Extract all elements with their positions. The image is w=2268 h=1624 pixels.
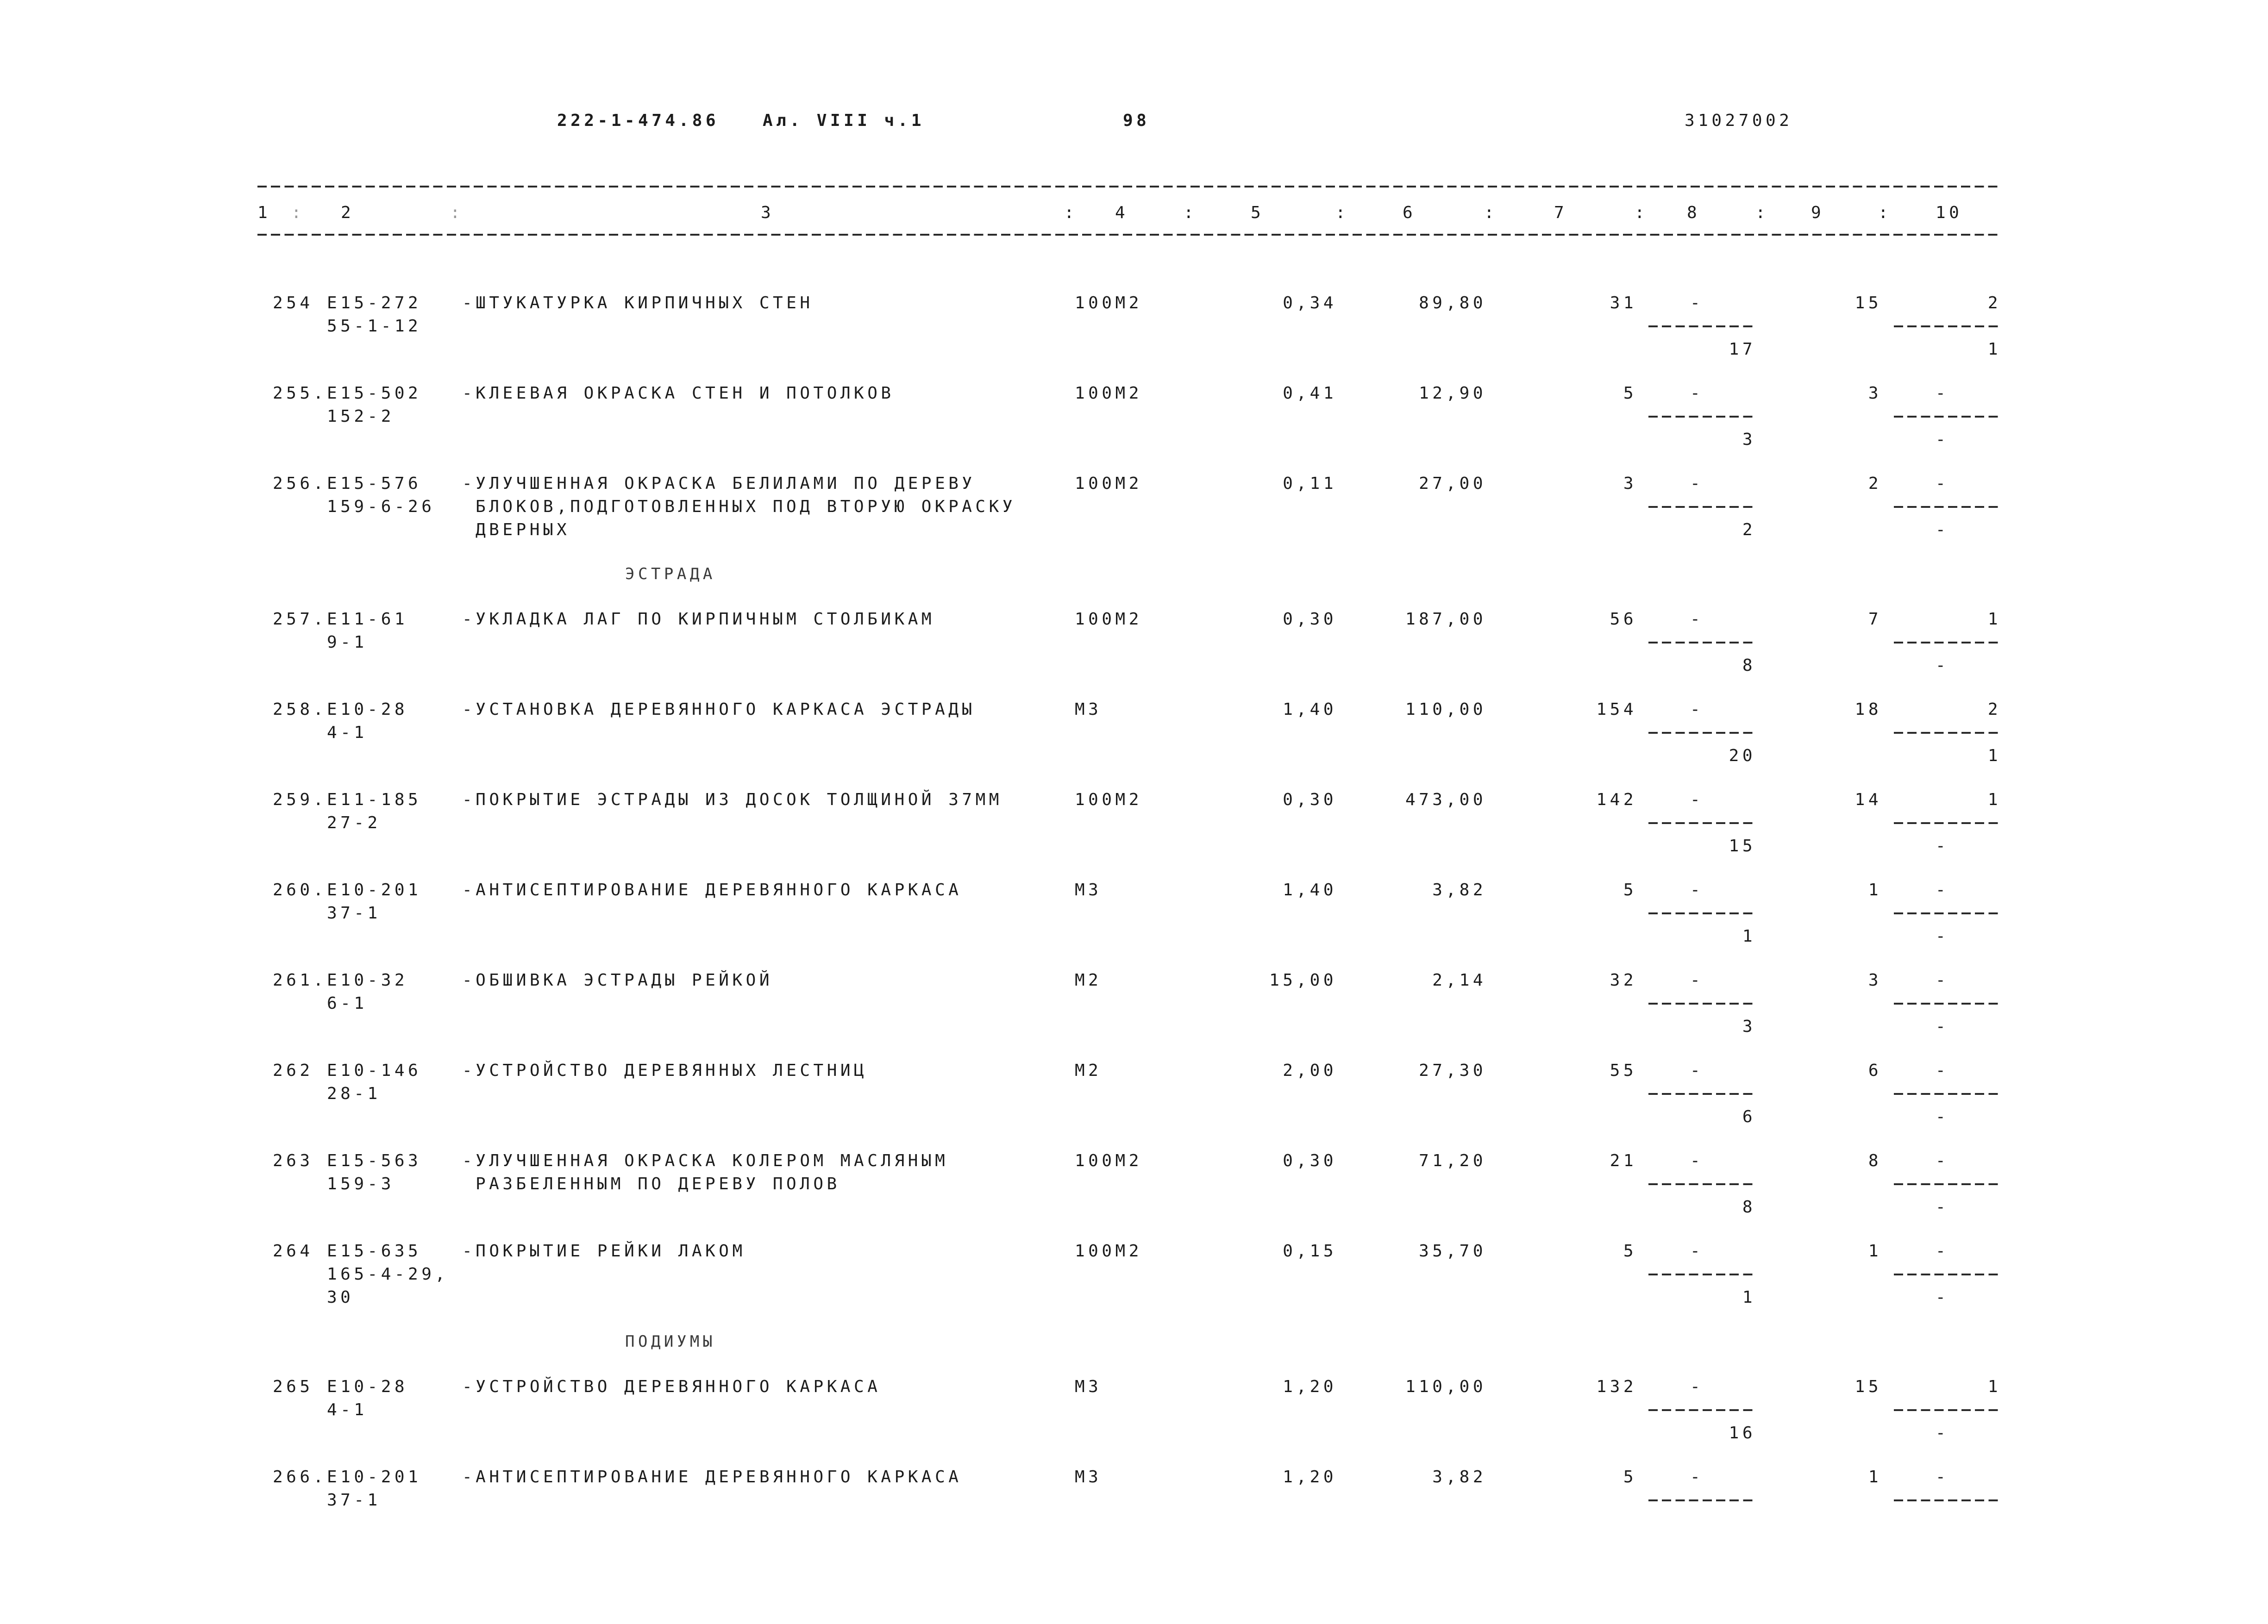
fraction-bar — [1894, 325, 2001, 327]
column-5-value: 0,30 — [1283, 1151, 1337, 1170]
column-5-value: 15,00 — [1269, 971, 1337, 990]
work-description-line: -ОБШИВКА ЭСТРАДЫ РЕЙКОЙ — [462, 971, 773, 990]
column-9-value: 15 — [1854, 294, 1882, 312]
column-9-value: 15 — [1854, 1377, 1882, 1396]
column-5-value: 0,41 — [1283, 384, 1337, 403]
column-6-value: 110,00 — [1405, 1377, 1486, 1396]
estimate-row — [0, 608, 2268, 698]
column-separator: : — [291, 203, 305, 222]
column-8-fraction — [1648, 472, 1756, 542]
estimate-row — [0, 879, 2268, 969]
work-description-line: -ПОКРЫТИЕ РЕЙКИ ЛАКОМ — [462, 1242, 746, 1261]
row-number: 261. — [273, 971, 327, 990]
column-5-value: 1,40 — [1283, 881, 1337, 899]
column-number-9: 9 — [1811, 203, 1825, 222]
column-8-fraction — [1648, 1375, 1756, 1445]
work-description — [462, 788, 1002, 812]
column-8-top-value: - — [1690, 700, 1704, 719]
table-header-rule — [257, 234, 2001, 236]
column-10-bottom-value: - — [1936, 656, 1949, 675]
column-number-7: 7 — [1554, 203, 1568, 222]
unit-of-measure: 100М2 — [1075, 474, 1142, 493]
column-5-value: 0,30 — [1283, 790, 1337, 809]
work-description — [462, 292, 814, 315]
column-8-bottom-value: 15 — [1729, 837, 1756, 856]
column-8-bottom-value: 1 — [1742, 1288, 1756, 1307]
norm-code — [327, 1149, 421, 1196]
column-8-bottom-value: 3 — [1742, 430, 1756, 449]
column-number-8: 8 — [1687, 203, 1701, 222]
column-10-top-value: - — [1936, 971, 1949, 990]
fraction-bar — [1894, 642, 2001, 643]
column-9-value: 2 — [1868, 474, 1882, 493]
work-description — [462, 879, 962, 902]
work-description — [462, 472, 1016, 542]
column-10-top-value: - — [1936, 1151, 1949, 1170]
column-6-value: 3,82 — [1432, 881, 1486, 899]
fraction-bar — [1648, 912, 1756, 914]
column-10-fraction — [1894, 382, 2001, 451]
norm-code — [327, 1466, 421, 1512]
fraction-bar — [1648, 822, 1756, 824]
estimate-number: 31027002 — [1685, 111, 1793, 130]
column-separator: : — [450, 203, 464, 222]
column-10-fraction — [1894, 879, 2001, 948]
column-10-top-value: - — [1936, 881, 1949, 899]
column-10-bottom-value: 1 — [1987, 746, 2001, 765]
column-10-fraction — [1894, 1240, 2001, 1309]
column-10-top-value: 1 — [1987, 610, 2001, 629]
estimate-table-body — [0, 292, 2268, 1556]
norm-code-line: Е10-201 — [327, 1468, 422, 1487]
column-6-value: 89,80 — [1419, 294, 1486, 312]
column-9-value: 3 — [1868, 384, 1882, 403]
column-10-bottom-value: - — [1936, 430, 1949, 449]
column-10-fraction — [1894, 1059, 2001, 1129]
fraction-bar — [1894, 506, 2001, 508]
unit-of-measure: М3 — [1075, 1468, 1102, 1487]
column-number-4: 4 — [1115, 203, 1129, 222]
fraction-bar — [1648, 1003, 1756, 1005]
column-10-bottom-value: - — [1936, 520, 1949, 539]
column-8-fraction — [1648, 1149, 1756, 1219]
norm-code — [327, 382, 421, 428]
column-10-top-value: 2 — [1987, 294, 2001, 312]
column-7-value: 154 — [1596, 700, 1637, 719]
column-number-2: 2 — [341, 203, 355, 222]
column-10-fraction — [1894, 698, 2001, 768]
fraction-bar — [1648, 732, 1756, 734]
column-number-6: 6 — [1403, 203, 1416, 222]
norm-code-line: 9-1 — [327, 633, 368, 652]
column-separator: : — [1064, 203, 1078, 222]
norm-code-line: 152-2 — [327, 407, 395, 426]
estimate-row — [0, 969, 2268, 1059]
norm-code-line: 28-1 — [327, 1084, 381, 1103]
column-8-bottom-value: 20 — [1729, 746, 1756, 765]
column-8-top-value: - — [1690, 384, 1704, 403]
column-10-bottom-value: - — [1936, 1288, 1949, 1307]
norm-code-line: 55-1-12 — [327, 317, 422, 336]
section-heading: ЭСТРАДА — [625, 565, 716, 583]
column-7-value: 132 — [1596, 1377, 1637, 1396]
column-9-value: 18 — [1854, 700, 1882, 719]
column-9-value: 6 — [1868, 1061, 1882, 1080]
table-top-rule — [257, 186, 2001, 187]
column-8-top-value: - — [1690, 1151, 1704, 1170]
column-10-top-value: - — [1936, 1242, 1949, 1261]
fraction-bar — [1648, 1499, 1756, 1501]
column-10-bottom-value: - — [1936, 1424, 1949, 1443]
norm-code-line: 159-6-26 — [327, 497, 435, 516]
column-6-value: 12,90 — [1419, 384, 1486, 403]
unit-of-measure: 100М2 — [1075, 294, 1142, 312]
norm-code-line: 30 — [327, 1288, 354, 1307]
column-5-value: 1,40 — [1283, 700, 1337, 719]
column-8-fraction — [1648, 698, 1756, 768]
unit-of-measure: М3 — [1075, 1377, 1102, 1396]
column-8-fraction — [1648, 969, 1756, 1038]
work-description-line: РАЗБЕЛЕННЫМ ПО ДЕРЕВУ ПОЛОВ — [476, 1174, 840, 1193]
work-description — [462, 608, 935, 631]
norm-code-line: 4-1 — [327, 1400, 368, 1419]
column-separator: : — [1755, 203, 1769, 222]
column-10-top-value: 1 — [1987, 1377, 2001, 1396]
fraction-bar — [1894, 732, 2001, 734]
column-8-bottom-value: 8 — [1742, 656, 1756, 675]
norm-code — [327, 698, 408, 744]
work-description — [462, 1149, 948, 1196]
column-5-value: 0,11 — [1283, 474, 1337, 493]
column-10-top-value: - — [1936, 1468, 1949, 1487]
work-description — [462, 1059, 867, 1082]
column-8-bottom-value: 17 — [1729, 340, 1756, 359]
work-description-line: -УСТАНОВКА ДЕРЕВЯННОГО КАРКАСА ЭСТРАДЫ — [462, 700, 976, 719]
norm-code-line: 37-1 — [327, 1491, 381, 1510]
column-8-top-value: - — [1690, 971, 1704, 990]
fraction-bar — [1648, 1183, 1756, 1185]
estimate-row — [0, 1375, 2268, 1466]
column-separator: : — [1484, 203, 1498, 222]
column-8-fraction — [1648, 1059, 1756, 1129]
estimate-row — [0, 1149, 2268, 1240]
unit-of-measure: 100М2 — [1075, 1242, 1142, 1261]
work-description — [462, 1375, 881, 1399]
row-number: 256. — [273, 474, 327, 493]
column-5-value: 1,20 — [1283, 1377, 1337, 1396]
row-number: 263 — [273, 1151, 313, 1170]
column-8-bottom-value: 8 — [1742, 1198, 1756, 1217]
column-8-fraction — [1648, 292, 1756, 361]
column-7-value: 32 — [1610, 971, 1637, 990]
work-description-line: ДВЕРНЫХ — [476, 520, 570, 539]
column-7-value: 5 — [1623, 384, 1637, 403]
column-10-fraction — [1894, 969, 2001, 1038]
fraction-bar — [1894, 1093, 2001, 1095]
column-9-value: 1 — [1868, 881, 1882, 899]
norm-code-line: 165-4-29, — [327, 1265, 449, 1284]
column-8-fraction — [1648, 879, 1756, 948]
column-separator: : — [1184, 203, 1197, 222]
work-description-line: -КЛЕЕВАЯ ОКРАСКА СТЕН И ПОТОЛКОВ — [462, 384, 895, 403]
column-7-value: 31 — [1610, 294, 1637, 312]
column-8-bottom-value: 16 — [1729, 1424, 1756, 1443]
section-heading: ПОДИУМЫ — [625, 1332, 716, 1351]
fraction-bar — [1648, 325, 1756, 327]
column-8-bottom-value: 6 — [1742, 1107, 1756, 1126]
column-6-value: 473,00 — [1405, 790, 1486, 809]
column-5-value: 0,30 — [1283, 610, 1337, 629]
fraction-bar — [1894, 1409, 2001, 1411]
unit-of-measure: М2 — [1075, 971, 1102, 990]
norm-code-line: 4-1 — [327, 723, 368, 742]
column-8-bottom-value: 1 — [1742, 927, 1756, 946]
work-description-line: -ПОКРЫТИЕ ЭСТРАДЫ ИЗ ДОСОК ТОЛЩИНОЙ 37ММ — [462, 790, 1002, 809]
column-10-bottom-value: - — [1936, 1107, 1949, 1126]
column-8-top-value: - — [1690, 1468, 1704, 1487]
column-10-top-value: 1 — [1987, 790, 2001, 809]
column-10-bottom-value: - — [1936, 837, 1949, 856]
row-number: 258. — [273, 700, 327, 719]
estimate-row — [0, 1466, 2268, 1556]
row-number: 254 — [273, 294, 313, 312]
column-10-fraction — [1894, 292, 2001, 361]
fraction-bar — [1894, 1499, 2001, 1501]
norm-code — [327, 292, 421, 338]
norm-code-line: Е10-146 — [327, 1061, 422, 1080]
norm-code — [327, 1375, 408, 1422]
column-separator: : — [1335, 203, 1349, 222]
column-10-top-value: - — [1936, 1061, 1949, 1080]
column-8-top-value: - — [1690, 1377, 1704, 1396]
norm-code-line: Е10-28 — [327, 700, 408, 719]
work-description-line: -АНТИСЕПТИРОВАНИЕ ДЕРЕВЯННОГО КАРКАСА — [462, 1468, 962, 1487]
column-7-value: 5 — [1623, 881, 1637, 899]
column-8-top-value: - — [1690, 474, 1704, 493]
column-8-bottom-value — [1648, 1512, 1756, 1535]
column-8-top-value: - — [1690, 881, 1704, 899]
unit-of-measure: М3 — [1075, 881, 1102, 899]
column-10-fraction — [1894, 608, 2001, 677]
column-10-bottom-value: - — [1936, 927, 1949, 946]
norm-code-line: Е11-185 — [327, 790, 422, 809]
column-10-top-value: 2 — [1987, 700, 2001, 719]
column-7-value: 55 — [1610, 1061, 1637, 1080]
column-5-value: 0,34 — [1283, 294, 1337, 312]
fraction-bar — [1894, 822, 2001, 824]
unit-of-measure: 100М2 — [1075, 1151, 1142, 1170]
estimate-row — [0, 1059, 2268, 1149]
project-code: 222-1-474.86 — [557, 111, 720, 130]
column-7-value: 3 — [1623, 474, 1637, 493]
column-5-value: 1,20 — [1283, 1468, 1337, 1487]
row-number: 255. — [273, 384, 327, 403]
norm-code — [327, 1240, 449, 1309]
work-description-line: -АНТИСЕПТИРОВАНИЕ ДЕРЕВЯННОГО КАРКАСА — [462, 881, 962, 899]
fraction-bar — [1648, 1274, 1756, 1275]
column-8-fraction — [1648, 1466, 1756, 1535]
column-5-value: 2,00 — [1283, 1061, 1337, 1080]
column-8-top-value: - — [1690, 1242, 1704, 1261]
work-description — [462, 382, 895, 405]
work-description-line: -ШТУКАТУРКА КИРПИЧНЫХ СТЕН — [462, 294, 814, 312]
column-9-value: 14 — [1854, 790, 1882, 809]
norm-code-line: 27-2 — [327, 813, 381, 832]
column-10-fraction — [1894, 1375, 2001, 1445]
norm-code-line: 6-1 — [327, 994, 368, 1013]
fraction-bar — [1648, 416, 1756, 418]
estimate-row — [0, 472, 2268, 562]
column-6-value: 110,00 — [1405, 700, 1486, 719]
unit-of-measure: 100М2 — [1075, 790, 1142, 809]
column-5-value: 0,15 — [1283, 1242, 1337, 1261]
work-description — [462, 1240, 746, 1263]
column-7-value: 56 — [1610, 610, 1637, 629]
column-number-10: 10 — [1936, 203, 1963, 222]
norm-code — [327, 1059, 421, 1106]
norm-code — [327, 472, 435, 518]
column-10-fraction — [1894, 1466, 2001, 1535]
column-10-bottom-value — [1894, 1512, 2001, 1535]
norm-code-line: Е15-272 — [327, 294, 422, 312]
norm-code-line: Е15-502 — [327, 384, 422, 403]
work-description — [462, 698, 976, 721]
norm-code-line: Е10-201 — [327, 881, 422, 899]
norm-code-line: Е15-635 — [327, 1242, 422, 1261]
norm-code — [327, 788, 421, 835]
work-description-line: -УКЛАДКА ЛАГ ПО КИРПИЧНЫМ СТОЛБИКАМ — [462, 610, 935, 629]
estimate-row — [0, 382, 2268, 472]
column-6-value: 2,14 — [1432, 971, 1486, 990]
estimate-row — [0, 1240, 2268, 1330]
column-8-fraction — [1648, 1240, 1756, 1309]
column-7-value: 142 — [1596, 790, 1637, 809]
fraction-bar — [1648, 1093, 1756, 1095]
unit-of-measure: 100М2 — [1075, 384, 1142, 403]
column-8-fraction — [1648, 788, 1756, 858]
norm-code-line: Е15-576 — [327, 474, 422, 493]
work-description-line: БЛОКОВ,ПОДГОТОВЛЕННЫХ ПОД ВТОРУЮ ОКРАСКУ — [476, 497, 1016, 516]
fraction-bar — [1894, 1183, 2001, 1185]
column-9-value: 1 — [1868, 1242, 1882, 1261]
fraction-bar — [1648, 642, 1756, 643]
unit-of-measure: М2 — [1075, 1061, 1102, 1080]
column-8-top-value: - — [1690, 294, 1704, 312]
column-9-value: 1 — [1868, 1468, 1882, 1487]
row-number: 265 — [273, 1377, 313, 1396]
page-number: 98 — [1123, 111, 1150, 130]
fraction-bar — [1894, 416, 2001, 418]
column-8-top-value: - — [1690, 1061, 1704, 1080]
column-8-fraction — [1648, 382, 1756, 451]
column-separator: : — [1878, 203, 1892, 222]
column-7-value: 5 — [1623, 1468, 1637, 1487]
row-number: 260. — [273, 881, 327, 899]
column-10-fraction — [1894, 1149, 2001, 1219]
work-description — [462, 969, 773, 992]
column-6-value: 187,00 — [1405, 610, 1486, 629]
column-10-top-value: - — [1936, 384, 1949, 403]
fraction-bar — [1894, 1274, 2001, 1275]
column-10-fraction — [1894, 472, 2001, 542]
estimate-row — [0, 292, 2268, 382]
column-8-fraction — [1648, 608, 1756, 677]
column-6-value: 27,00 — [1419, 474, 1486, 493]
estimate-row — [0, 788, 2268, 879]
column-6-value: 35,70 — [1419, 1242, 1486, 1261]
unit-of-measure: 100М2 — [1075, 610, 1142, 629]
column-separator: : — [1635, 203, 1648, 222]
norm-code-line: Е10-28 — [327, 1377, 408, 1396]
column-8-bottom-value: 3 — [1742, 1017, 1756, 1036]
column-8-top-value: - — [1690, 610, 1704, 629]
norm-code-line: Е10-32 — [327, 971, 408, 990]
fraction-bar — [1894, 912, 2001, 914]
work-description-line: -УСТРОЙСТВО ДЕРЕВЯННЫХ ЛЕСТНИЦ — [462, 1061, 868, 1080]
estimate-row — [0, 698, 2268, 788]
norm-code-line: Е15-563 — [327, 1151, 422, 1170]
work-description-line: -УСТРОЙСТВО ДЕРЕВЯННОГО КАРКАСА — [462, 1377, 881, 1396]
column-7-value: 5 — [1623, 1242, 1637, 1261]
work-description-line: -УЛУЧШЕННАЯ ОКРАСКА БЕЛИЛАМИ ПО ДЕРЕВУ — [462, 474, 976, 493]
column-10-bottom-value: - — [1936, 1017, 1949, 1036]
norm-code-line: 37-1 — [327, 904, 381, 923]
column-10-fraction — [1894, 788, 2001, 858]
column-8-top-value: - — [1690, 790, 1704, 809]
column-6-value: 3,82 — [1432, 1468, 1486, 1487]
column-8-bottom-value: 2 — [1742, 520, 1756, 539]
fraction-bar — [1894, 1003, 2001, 1005]
row-number: 264 — [273, 1242, 313, 1261]
norm-code-line: Е11-61 — [327, 610, 408, 629]
row-number: 266. — [273, 1468, 327, 1487]
norm-code-line: 159-3 — [327, 1174, 395, 1193]
row-number: 262 — [273, 1061, 313, 1080]
column-7-value: 21 — [1610, 1151, 1637, 1170]
column-10-bottom-value: 1 — [1987, 340, 2001, 359]
column-10-top-value: - — [1936, 474, 1949, 493]
fraction-bar — [1648, 506, 1756, 508]
column-6-value: 71,20 — [1419, 1151, 1486, 1170]
column-number-1: 1 — [257, 203, 271, 222]
norm-code — [327, 879, 421, 925]
row-number: 259. — [273, 790, 327, 809]
album-label: Ал. VIII ч.1 — [763, 111, 925, 130]
column-6-value: 27,30 — [1419, 1061, 1486, 1080]
work-description-line: -УЛУЧШЕННАЯ ОКРАСКА КОЛЕРОМ МАСЛЯНЫМ — [462, 1151, 949, 1170]
norm-code — [327, 969, 408, 1015]
fraction-bar — [1648, 1409, 1756, 1411]
norm-code — [327, 608, 408, 654]
column-number-5: 5 — [1251, 203, 1265, 222]
row-number: 257. — [273, 610, 327, 629]
column-9-value: 3 — [1868, 971, 1882, 990]
column-10-bottom-value: - — [1936, 1198, 1949, 1217]
unit-of-measure: М3 — [1075, 700, 1102, 719]
work-description — [462, 1466, 962, 1489]
column-number-3: 3 — [761, 203, 775, 222]
column-9-value: 8 — [1868, 1151, 1882, 1170]
column-9-value: 7 — [1868, 610, 1882, 629]
